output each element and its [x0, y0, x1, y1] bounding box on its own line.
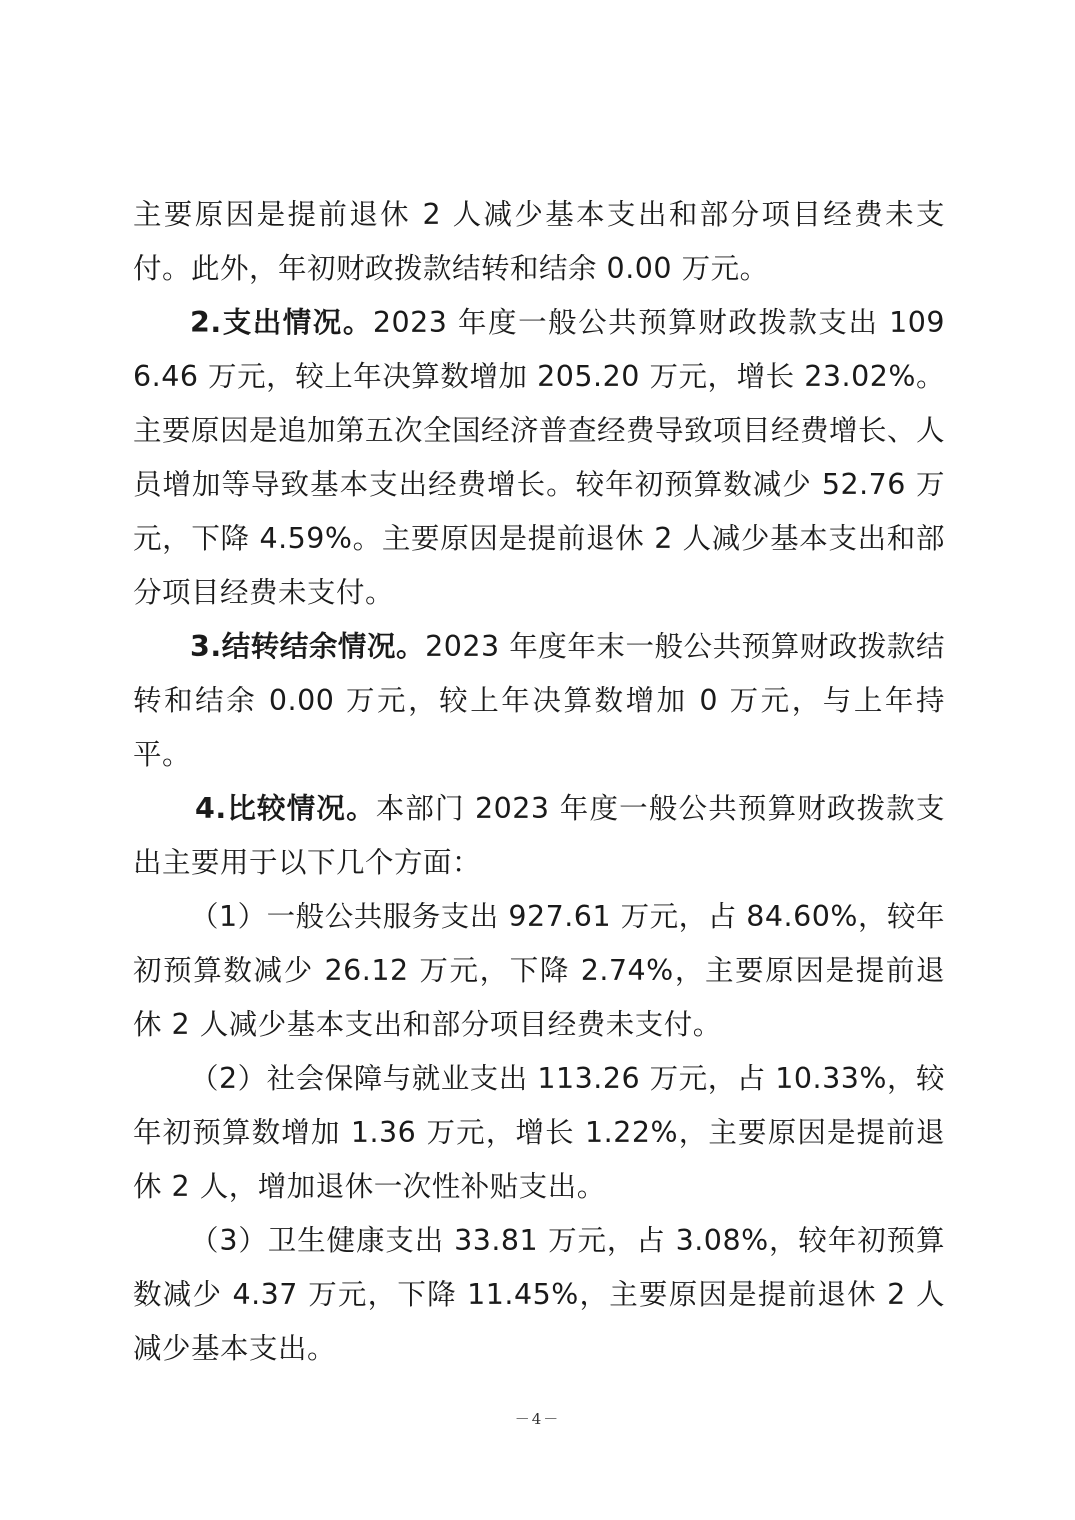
paragraph-text: （3）卫生健康支出 33.81 万元，占 3.08%，较年初预算数减少 4.37 万元，下降 11.45%，主要原因是提前退休 2 人减少基本支出。 — [133, 1224, 945, 1365]
section-heading-comparison: 4.比较情况。 — [195, 792, 376, 825]
paragraph-text: 2023 年度一般公共预算财政拨款支出 1096.46 万元，较上年决算数增加 205.20 万元，增长 23.02%。主要原因是追加第五次全国经济普查经费导致项目经费增长、人员增加等导致基本支出经费增长。较年初预算数减少 52.76 万元，下降 4.59%。主要原因是提前退休 2 人减少基本支出和部分项目经费未支付。 — [133, 306, 946, 609]
paragraph-expenditure — [133, 296, 945, 620]
paragraph-text: 2023 年度年末一般公共预算财政拨款结转和结余 0.00 万元，较上年决算数增加 0 万元，与上年持平。 — [133, 630, 945, 771]
paragraph-text: （1）一般公共服务支出 927.61 万元，占 84.60%，较年初预算数减少 26.12 万元，下降 2.74%，主要原因是提前退休 2 人减少基本支出和部分项目经费未支付。 — [133, 900, 945, 1041]
paragraph-comparison — [133, 782, 945, 890]
paragraph-item-general-public-services — [133, 890, 945, 1052]
section-heading-balance: 3.结转结余情况。 — [190, 630, 426, 663]
paragraph-balance — [133, 620, 945, 782]
document-body — [133, 188, 945, 1376]
paragraph-item-health — [133, 1214, 945, 1376]
paragraph-text: 本部门 2023 年度一般公共预算财政拨款支出主要用于以下几个方面： — [133, 792, 945, 879]
paragraph-item-social-security — [133, 1052, 945, 1214]
paragraph-text: 主要原因是提前退休 2 人减少基本支出和部分项目经费未支付。此外，年初财政拨款结转和结余 0.00 万元。 — [133, 198, 945, 285]
page-number: －4－ — [514, 1410, 561, 1428]
paragraph-carryover-continued — [133, 188, 945, 296]
section-heading-expenditure: 2.支出情况。 — [190, 306, 373, 339]
paragraph-text: （2）社会保障与就业支出 113.26 万元，占 10.33%，较年初预算数增加 1.36 万元，增长 1.22%，主要原因是提前退休 2 人，增加退休一次性补贴支出。 — [133, 1062, 945, 1203]
